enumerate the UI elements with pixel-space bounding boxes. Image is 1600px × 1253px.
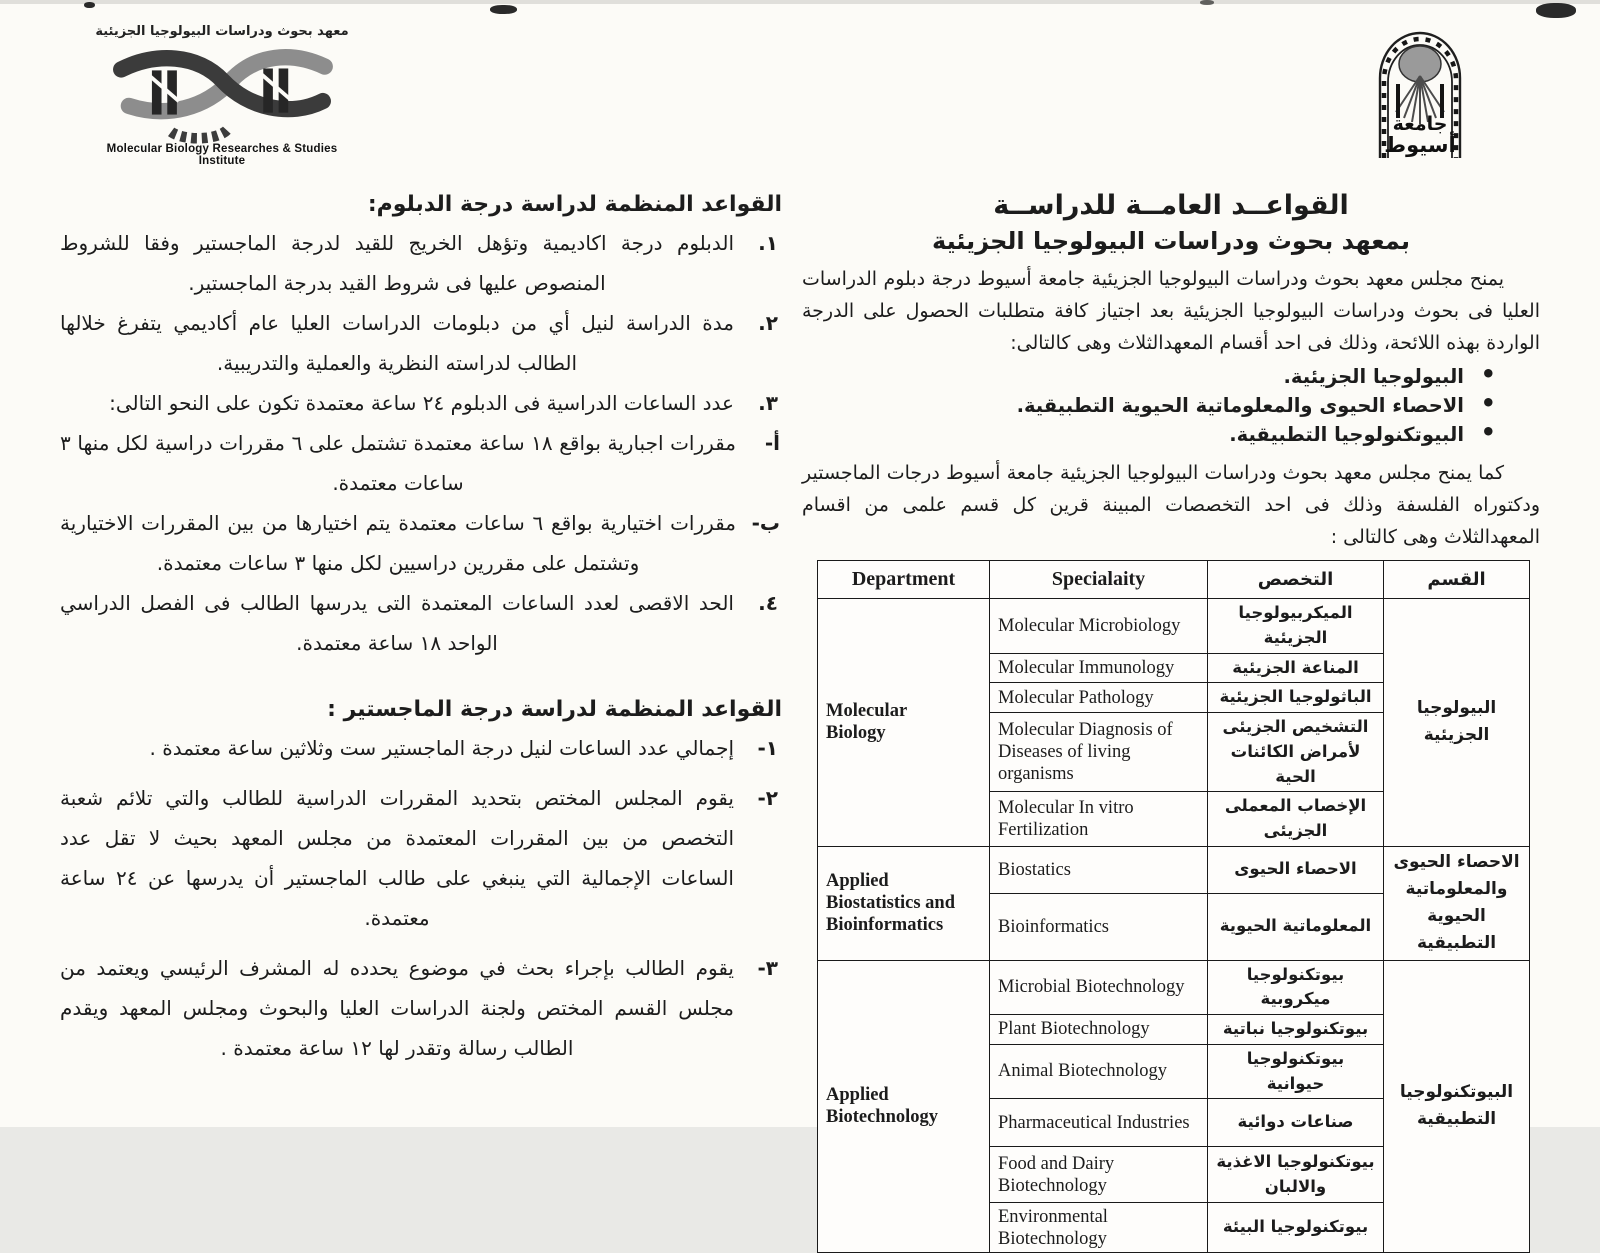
table-row — [818, 599, 1530, 654]
specialty-ar-cell: بيوتكنولوجيا ميكروبية — [1208, 960, 1384, 1015]
departments-specialties-table — [817, 560, 1530, 1253]
specialty-en-cell: Food and Dairy Biotechnology — [990, 1147, 1208, 1203]
item-number: ٣. — [758, 391, 778, 415]
specialty-en-cell: Microbial Biotechnology — [990, 960, 1208, 1015]
item-number: ٢- — [757, 786, 778, 810]
rules-columns — [60, 192, 782, 1068]
assiut-university-emblem — [1372, 26, 1468, 162]
diploma-rule-1: ١. الدبلوم درجة اكاديمية وتؤهل الخريج للقيد لدرجة الماجستير وفقا للشروط المنصوص عليها فى شروط القيد بدرجة الماجستير. — [60, 223, 778, 303]
specialty-ar-cell: بيوتكنولوجيا البيئة — [1208, 1203, 1384, 1253]
table-row — [818, 846, 1530, 893]
item-number: ١- — [757, 736, 778, 760]
master-rules-heading: القواعد المنظمة لدراسة درجة الماجستير : — [327, 697, 782, 722]
bullet-icon: • — [1480, 360, 1496, 388]
item-number: أ- — [764, 431, 780, 455]
specialty-ar-cell: الباثولوجيا الجزيئية — [1208, 683, 1384, 713]
institute-logo-block — [92, 24, 352, 167]
scan-artifact — [1200, 0, 1214, 5]
specialty-en-cell: Molecular Immunology — [990, 653, 1208, 683]
institute-name-arabic: معهد بحوث ودراسات البيولوجيا الجزيئية — [95, 24, 349, 39]
general-rules-section — [800, 190, 1542, 1253]
diploma-rule-3: ٣. عدد الساعات الدراسية فى الدبلوم ٢٤ ساعة معتمدة تكون على النحو التالى: — [60, 383, 778, 423]
diploma-rule-3b: ب- مقررات اختيارية بواقع ٦ ساعات معتمدة يتم اختيارها من بين المقررات الاختيارية وتشتمل على مقررين دراسيين لكل منها ٣ ساعات معتمدة. — [60, 503, 780, 583]
emblem-text-top: جامعة — [1392, 113, 1448, 135]
master-rule-2: ٢- يقوم المجلس المختص بتحديد المقررات الدراسية للطالب والتي تلائم شعبة التخصص من بين المقررات المعتمدة من مجلس المعهد بحيث لا تقل عدد الساعات الإجمالية التي ينبغي على طالب الماجستير أن يدرسها عن ٢٤ ساعة معتمدة. — [60, 778, 778, 938]
column-header-qism: القسم — [1384, 561, 1530, 599]
column-header-takhassus: التخصص — [1208, 561, 1384, 599]
department-cell: Molecular Biology — [818, 599, 990, 847]
scan-artifact — [490, 5, 517, 14]
dna-helix-logo-icon — [102, 41, 342, 143]
bullet-icon: • — [1480, 389, 1496, 417]
specialty-en-cell: Molecular Microbiology — [990, 599, 1208, 654]
item-number: ٣- — [757, 956, 778, 980]
specialty-ar-cell: المعلوماتية الحيوية — [1208, 893, 1384, 960]
list-item: • الاحصاء الحيوى والمعلوماتية الحيوية التطبيقية. — [1016, 389, 1496, 417]
department-cell: Applied Biotechnology — [818, 960, 990, 1253]
diploma-rule-2: ٢. مدة الدراسة لنيل أي من دبلومات الدراسات العليا عام أكاديمي يتفرغ خلالها الطالب لدراسته النظرية والعملية والتدريبية. — [60, 303, 778, 383]
department-cell: Applied Biostatistics and Bioinformatics — [818, 846, 990, 960]
specialty-ar-cell: الاحصاء الحيوى — [1208, 846, 1384, 893]
specialty-en-cell: Plant Biotechnology — [990, 1015, 1208, 1045]
main-title: القواعــد العامــة للدراســة — [993, 190, 1349, 221]
scan-artifact — [1536, 3, 1576, 18]
specialty-en-cell: Molecular Diagnosis of Diseases of living organisms — [990, 713, 1208, 792]
subtitle: بمعهد بحوث ودراسات البيولوجيا الجزيئية — [932, 227, 1410, 255]
qism-cell: البيوتكنولوجيا التطبيقية — [1384, 960, 1530, 1253]
item-number: ٤. — [758, 591, 778, 615]
specialty-en-cell: Animal Biotechnology — [990, 1044, 1208, 1099]
bullet-icon: • — [1480, 418, 1496, 446]
general-paragraph-2: كما يمنح مجلس معهد بحوث ودراسات البيولوجيا الجزيئية جامعة أسيوط درجات الماجستير ودكتوراه الفلسفة وذلك فى احد التخصصات المبينة قرين كل قسم علمى من اقسام المعهدالثلاث وهى كالتالى : — [802, 462, 1540, 548]
column-header-speciality: Specialaity — [990, 561, 1208, 599]
specialty-ar-cell: بيوتكنولوجيا الاغذية والالبان — [1208, 1147, 1384, 1203]
specialty-en-cell: Molecular In vitro Fertilization — [990, 792, 1208, 847]
scan-artifact — [84, 2, 95, 8]
table-header-row — [818, 561, 1530, 599]
diploma-rule-3a: أ- مقررات اجبارية بواقع ١٨ ساعة معتمدة تشتمل على ٦ مقررات دراسية لكل منها ٣ ساعات معتمدة. — [60, 423, 780, 503]
institute-name-english: Molecular Biology Researches & Studies Institute — [106, 143, 338, 167]
table-row — [818, 960, 1530, 1015]
master-rule-1: ١- إجمالي عدد الساعات لنيل درجة الماجستير ست وثلاثين ساعة معتمدة . — [60, 728, 778, 768]
scan-smear — [0, 0, 1600, 4]
departments-bullet-list — [800, 362, 1498, 449]
column-header-department: Department — [818, 561, 990, 599]
item-number: ١. — [758, 231, 778, 255]
specialty-en-cell: Molecular Pathology — [990, 683, 1208, 713]
specialty-en-cell: Bioinformatics — [990, 893, 1208, 960]
general-paragraph-1: يمنح مجلس معهد بحوث ودراسات البيولوجيا الجزيئية جامعة أسيوط درجة دبلوم الدراسات العليا فى بحوث ودراسات البيولوجيا الجزيئية بعد اجتياز كافة متطلبات الحصول على الدرجة الواردة بهذه اللائحة، وذلك فى احد أقسام المعهدالثلاث وهى كالتالى: — [802, 268, 1540, 354]
specialty-ar-cell: المناعة الجزيئية — [1208, 653, 1384, 683]
specialty-ar-cell: التشخيص الجزيئى لأمراض الكائنات الحية — [1208, 713, 1384, 792]
list-item: • البيولوجيا الجزيئية. — [1283, 360, 1496, 388]
specialty-ar-cell: بيوتكنولوجيا نباتية — [1208, 1015, 1384, 1045]
item-number: ٢. — [758, 311, 778, 335]
diploma-rules-heading: القواعد المنظمة لدراسة درجة الدبلوم: — [367, 192, 782, 217]
specialty-ar-cell: صناعات دوائية — [1208, 1099, 1384, 1147]
emblem-text-bottom: أسيوط — [1384, 133, 1456, 157]
item-number: ب- — [751, 511, 780, 535]
specialty-en-cell: Pharmaceutical Industries — [990, 1099, 1208, 1147]
specialty-ar-cell: بيوتكنولوجيا حيوانية — [1208, 1044, 1384, 1099]
qism-cell: البيولوجيا الجزيئية — [1384, 599, 1530, 847]
master-rule-3: ٣- يقوم الطالب بإجراء بحث في موضوع يحدده له المشرف الرئيسي ويعتمد من مجلس القسم المختص ولجنة الدراسات العليا والبحوث ومجلس المعهد ويقدم الطالب رسالة وتقدر لها ١٢ ساعة معتمدة . — [60, 948, 778, 1068]
diploma-rule-4: ٤. الحد الاقصى لعدد الساعات المعتمدة التى يدرسها الطالب فى الفصل الدراسي الواحد ١٨ ساعة معتمدة. — [60, 583, 778, 663]
specialty-en-cell: Biostatics — [990, 846, 1208, 893]
specialty-en-cell: Environmental Biotechnology — [990, 1203, 1208, 1253]
specialty-ar-cell: الميكربيولوجيا الجزيئية — [1208, 599, 1384, 654]
list-item: • البيوتكنولوجيا التطبيقية. — [1229, 418, 1496, 446]
qism-cell: الاحصاء الحيوى والمعلوماتية الحيوية التطبيقية — [1384, 846, 1530, 960]
specialty-ar-cell: الإخصاب المعملى الجزيئى — [1208, 792, 1384, 847]
